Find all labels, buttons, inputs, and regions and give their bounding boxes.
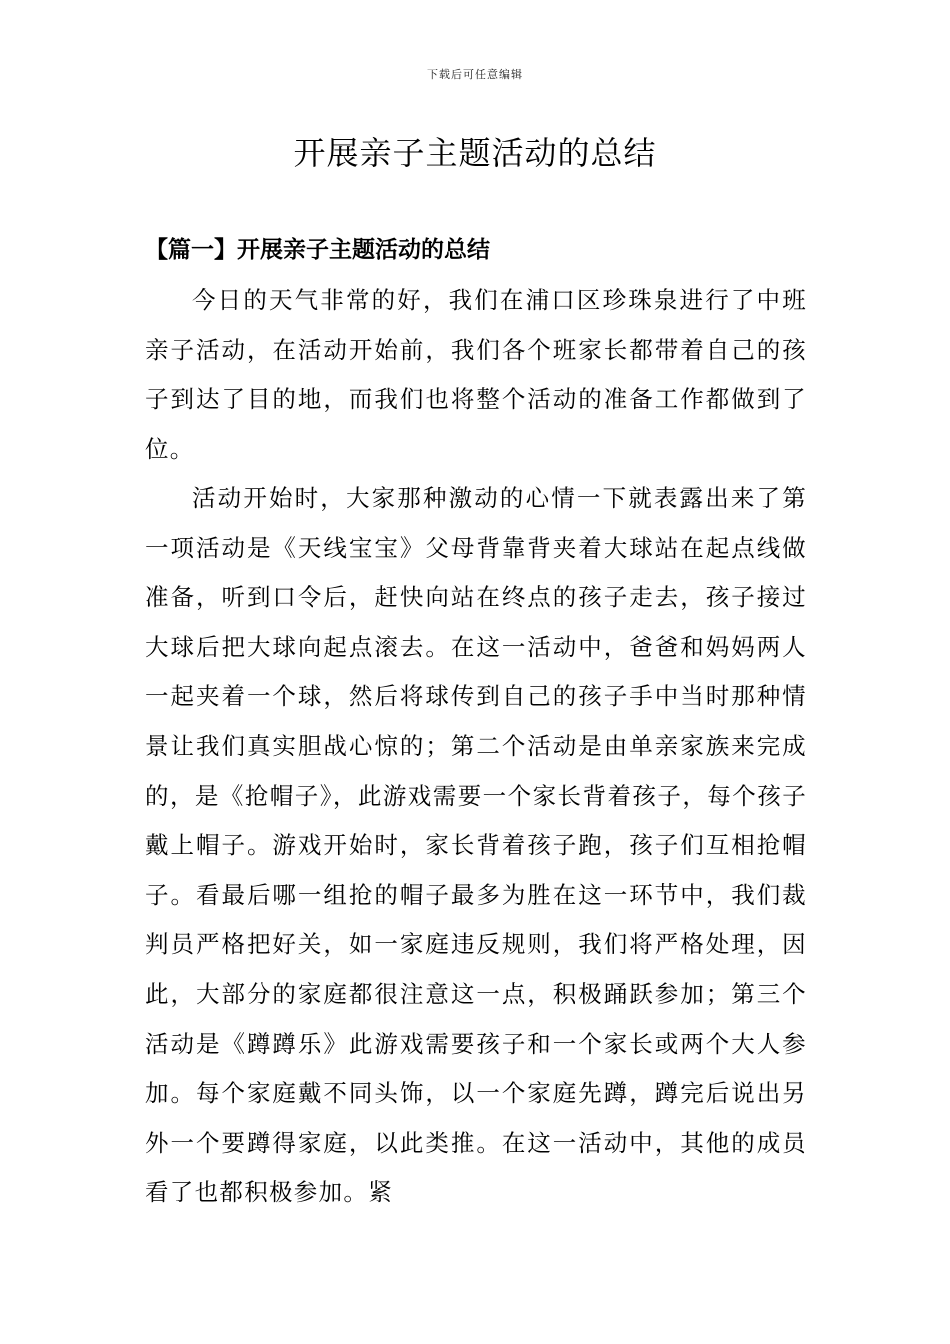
body-paragraph-1: 今日的天气非常的好，我们在浦口区珍珠泉进行了中班亲子活动，在活动开始前，我们各个班家长都带着自己的孩子到达了目的地，而我们也将整个活动的准备工作都做到了位。 <box>145 286 807 463</box>
header-note: 下载后可任意编辑 <box>427 68 523 81</box>
section-heading: 【篇一】开展亲子主题活动的总结 <box>145 236 490 263</box>
body-paragraph-2: 活动开始时，大家那种激动的心情一下就表露出来了第一项活动是《天线宝宝》父母背靠背夹着大球站在起点线做准备，听到口令后，赶快向站在终点的孩子走去，孩子接过大球后把大球向起点滚去。在这一活动中，爸爸和妈妈两人一起夹着一个球，然后将球传到自己的孩子手中当时那种情景让我们真实胆战心惊的；第二个活动是由单亲家族来完成的，是《抢帽子》，此游戏需要一个家长背着孩子，每个孩子戴上帽子。游戏开始时，家长背着孩子跑，孩子们互相抢帽子。看最后哪一组抢的帽子最多为胜在这一环节中，我们裁判员严格把好关，如一家庭违反规则，我们将严格处理，因此，大部分的家庭都很注意这一点，积极踊跃参加；第三个活动是《蹲蹲乐》此游戏需要孩子和一个家长或两个大人参加。每个家庭戴不同头饰，以一个家庭先蹲，蹲完后说出另外一个要蹲得家庭，以此类推。在这一活动中，其他的成员看了也都积极参加。紧 <box>145 484 807 1207</box>
document-title: 开展亲子主题活动的总结 <box>293 134 657 172</box>
